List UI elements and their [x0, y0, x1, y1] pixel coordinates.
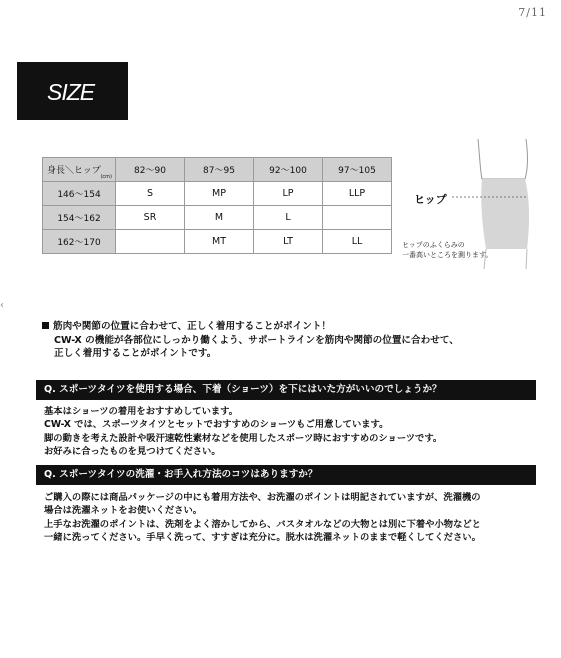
column-header: 87〜95	[185, 158, 254, 182]
side-mark-icon: ‹	[0, 300, 4, 311]
table-cell: MP	[185, 182, 254, 206]
shorts-shape	[481, 179, 529, 249]
tip-heading: 筋肉や関節の位置に合わせて、正しく着用することがポイント！	[53, 321, 332, 332]
table-cell: LP	[254, 182, 323, 206]
table-cell: LT	[254, 230, 323, 254]
hip-note-line: ヒップのふくらみの	[402, 241, 465, 249]
hip-note	[402, 240, 492, 260]
hip-note-line: 一番高いところを測ります。	[402, 251, 493, 259]
answer-line: お好みに合ったものを見つけてください。	[44, 446, 221, 458]
table-cell: M	[185, 206, 254, 230]
answer-line: 一緒に洗ってください。手早く洗って、すすぎは充分に。脱水は洗濯ネットのままで軽くしてください。	[44, 532, 481, 544]
body-outline	[478, 139, 527, 179]
table-cell: SR	[116, 206, 185, 230]
table-row	[43, 230, 392, 254]
answer-block	[44, 405, 442, 459]
row-header: 162〜170	[43, 230, 116, 254]
answer-line: 上手なお洗濯のポイントは、洗剤をよく溶かしてから、バスタオルなどの大物とは別に下着や小物などと	[44, 518, 481, 530]
question-bar: Q. スポーツタイツを使用する場合、下着（ショーツ）を下にはいた方がいいのでしょうか？	[36, 380, 536, 400]
table-cell: L	[254, 206, 323, 230]
table-row	[43, 206, 392, 230]
column-header: 82〜90	[116, 158, 185, 182]
row-header: 146〜154	[43, 182, 116, 206]
table-cell: S	[116, 182, 185, 206]
table-row	[43, 182, 392, 206]
wearing-tip	[42, 320, 459, 361]
row-header: 154〜162	[43, 206, 116, 230]
answer-line: CW-X では、スポーツタイツとセットでおすすめのショーツもご用意しています。	[44, 419, 389, 431]
answer-line: 基本はショーツの着用をおすすめしています。	[44, 406, 239, 417]
page-number: 7/11	[518, 6, 547, 19]
corner-label: 身長＼ヒップ	[47, 166, 101, 176]
table-cell: LLP	[323, 182, 392, 206]
table-cell: LL	[323, 230, 392, 254]
hip-label: ヒップ	[414, 193, 447, 206]
table-cell: MT	[185, 230, 254, 254]
tip-text: CW-X の機能が各部位にしっかり働くよう、サポートラインを筋肉や関節の位置に合わせて、	[54, 334, 459, 346]
size-title-banner	[17, 62, 128, 120]
square-bullet-icon	[42, 322, 49, 329]
answer-line: ご購入の際には商品パッケージの中にも着用方法や、お洗濯のポイントは明記されていますが、洗濯機の	[44, 492, 481, 503]
question-bar: Q. スポーツタイツの洗濯・お手入れ方法のコツはありますか？	[36, 465, 536, 485]
column-header: 92〜100	[254, 158, 323, 182]
tip-text: 正しく着用することがポイントです。	[54, 348, 217, 359]
size-table	[42, 157, 392, 254]
table-cell	[116, 230, 185, 254]
table-cell	[323, 206, 392, 230]
size-title: SIZE	[47, 79, 95, 105]
answer-line: 場合は洗濯ネットをお使いください。	[44, 505, 203, 517]
corner-unit: (cm)	[100, 174, 112, 180]
answer-line: 脚の動きを考えた設計や吸汗速乾性素材などを使用したスポーツ時におすすめのショーツです。	[44, 432, 443, 444]
size-table-header-row	[43, 158, 392, 182]
answer-block	[44, 491, 481, 545]
size-table-corner	[43, 158, 116, 182]
column-header: 97〜105	[323, 158, 392, 182]
